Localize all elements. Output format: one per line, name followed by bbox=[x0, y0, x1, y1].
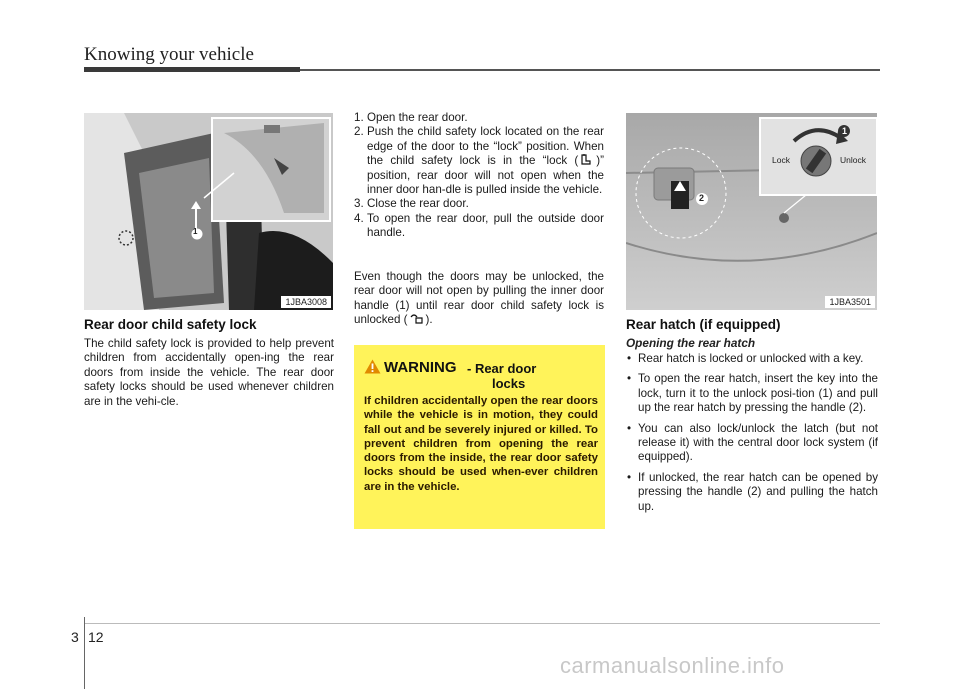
left-photo-code: 1JBA3008 bbox=[281, 296, 331, 308]
footer-divider bbox=[84, 617, 85, 689]
child-lock-steps bbox=[354, 111, 604, 241]
warning-label: WARNING bbox=[384, 359, 457, 376]
watermark: carmanualsonline.info bbox=[560, 653, 785, 678]
right-photo-callout-1: 1 bbox=[842, 126, 848, 136]
rear-hatch-heading: Rear hatch (if equipped) bbox=[626, 317, 781, 332]
header-bar bbox=[84, 67, 300, 72]
rear-hatch-illustration bbox=[626, 113, 877, 310]
step-2: 2. Push the child safety lock located on the rear edge of the door to the “lock” position. When the child safety lock is in the “lock ( )” position, rear door will not open when the inner door han-dle is pulled inside the vehicle. bbox=[354, 125, 604, 197]
rear-hatch-photo bbox=[626, 113, 877, 310]
warning-subject: - Rear door bbox=[467, 361, 537, 376]
footer-rule bbox=[84, 623, 880, 624]
step-1: 1. Open the rear door. bbox=[354, 111, 468, 124]
page-number: 12 bbox=[88, 629, 104, 645]
rear-door-illustration bbox=[84, 113, 333, 310]
header-rule bbox=[300, 69, 880, 71]
warning-text: If children accidentally open the rear doors while the vehicle is in motion, they could fall out and be severely injured or killed. To prevent children from opening the rear doors from the inside, the rear door safety locks should be used when-ever children are in the vehicle. bbox=[364, 395, 598, 493]
child-safety-lock-heading: Rear door child safety lock bbox=[84, 317, 257, 332]
step-4: 4. To open the rear door, pull the outside door handle. bbox=[354, 211, 604, 240]
list-item: • To open the rear hatch, insert the key into the lock, turn it to the unlock posi-tion (1) and pull up the rear hatch by pressing the handle (2). bbox=[626, 372, 878, 415]
warning-triangle-icon bbox=[364, 359, 381, 374]
step-3: 3. Close the rear door. bbox=[354, 197, 469, 211]
page-header-title: Knowing your vehicle bbox=[84, 44, 254, 65]
rear-hatch-bullets bbox=[626, 352, 878, 520]
lock-label: Lock bbox=[772, 155, 790, 165]
list-item: • You can also lock/unlock the latch (but not release it) with the central door lock system (if equipped). bbox=[626, 422, 878, 465]
section-number: 3 bbox=[71, 629, 79, 645]
left-photo-callout-1: 1 bbox=[193, 227, 198, 236]
list-item: • Rear hatch is locked or unlocked with a key. bbox=[626, 352, 878, 366]
lock-position-icon bbox=[578, 154, 596, 165]
list-item: • If unlocked, the rear hatch can be opened by pressing the handle (2) and pulling the hatch up. bbox=[626, 471, 878, 514]
warning-box bbox=[354, 345, 605, 529]
opening-rear-hatch-subheading: Opening the rear hatch bbox=[626, 336, 756, 350]
unlock-label: Unlock bbox=[840, 155, 866, 165]
right-photo-callout-2: 2 bbox=[699, 193, 705, 203]
right-photo-code: 1JBA3501 bbox=[825, 296, 875, 308]
unlock-position-icon bbox=[408, 313, 426, 324]
unlocked-note: Even though the doors may be unlocked, the rear door will not open by pulling the inner door handle (1) until rear door child safety lock is unlocked ( ). bbox=[354, 270, 604, 327]
child-safety-lock-description: The child safety lock is provided to help prevent children from accidentally open-ing the rear doors from inside the vehicle. The rear door safety locks should be used whenever children are in the vehi-cle. bbox=[84, 337, 334, 408]
warning-subject-line-2: locks bbox=[492, 376, 526, 391]
rear-door-photo bbox=[84, 113, 333, 310]
